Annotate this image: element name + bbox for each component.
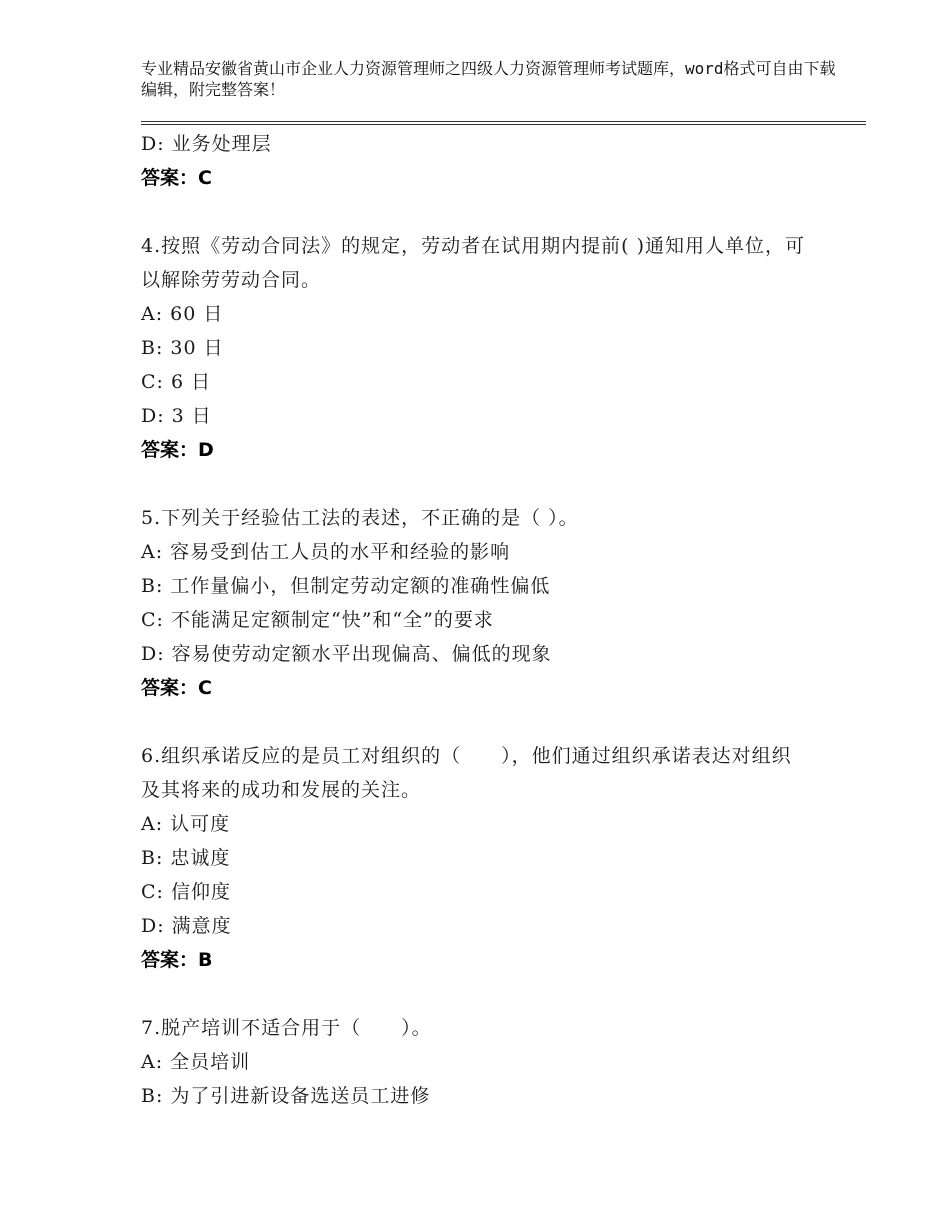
document-title: 专业精品安徽省黄山市企业人力资源管理师之四级人力资源管理师考试题库，word格式可自由下载编辑，附完整答案！ [141, 59, 836, 99]
answer-line: 答案：C [141, 677, 212, 699]
option-c: C: 不能满足定额制定“快”和“全”的要求 [141, 609, 494, 631]
spacer [141, 977, 831, 1011]
question-block-7 [141, 1011, 831, 1113]
header-divider [141, 121, 866, 125]
option-b: B: 忠诚度 [141, 847, 231, 869]
question-stem: 5.下列关于经验估工法的表述，不正确的是（ ）。 [141, 507, 579, 529]
question-block-5 [141, 501, 831, 705]
option-b: B: 工作量偏小，但制定劳动定额的准确性偏低 [141, 575, 551, 597]
option-c: C: 6 日 [141, 371, 212, 393]
option-a: A: 认可度 [141, 813, 231, 835]
spacer [141, 705, 831, 739]
previous-option-d: D: 业务处理层 [141, 133, 272, 155]
option-a: A: 容易受到估工人员的水平和经验的影响 [141, 541, 511, 563]
question-stem: 6.组织承诺反应的是员工对组织的（ ），他们通过组织承诺表达对组织及其将来的成功和发展的关注。 [141, 745, 792, 801]
answer-line: 答案：B [141, 949, 213, 971]
spacer [141, 195, 831, 229]
option-d: D: 容易使劳动定额水平出现偏高、偏低的现象 [141, 643, 552, 665]
question-block-6 [141, 739, 831, 977]
option-d: D: 3 日 [141, 405, 212, 427]
previous-answer: 答案：C [141, 167, 212, 189]
question-block-4 [141, 229, 831, 467]
answer-line: 答案：D [141, 439, 214, 461]
option-b: B: 为了引进新设备选送员工进修 [141, 1085, 431, 1107]
option-d: D: 满意度 [141, 915, 232, 937]
option-a: A: 60 日 [141, 303, 224, 325]
option-b: B: 30 日 [141, 337, 224, 359]
page-header [141, 58, 841, 100]
spacer [141, 467, 831, 501]
question-stem: 4.按照《劳动合同法》的规定，劳动者在试用期内提前( )通知用人单位，可以解除劳劳动合同。 [141, 235, 805, 291]
question-content [141, 127, 831, 1113]
question-stem: 7.脱产培训不适合用于（ ）。 [141, 1017, 432, 1039]
option-c: C: 信仰度 [141, 881, 231, 903]
option-a: A: 全员培训 [141, 1051, 251, 1073]
